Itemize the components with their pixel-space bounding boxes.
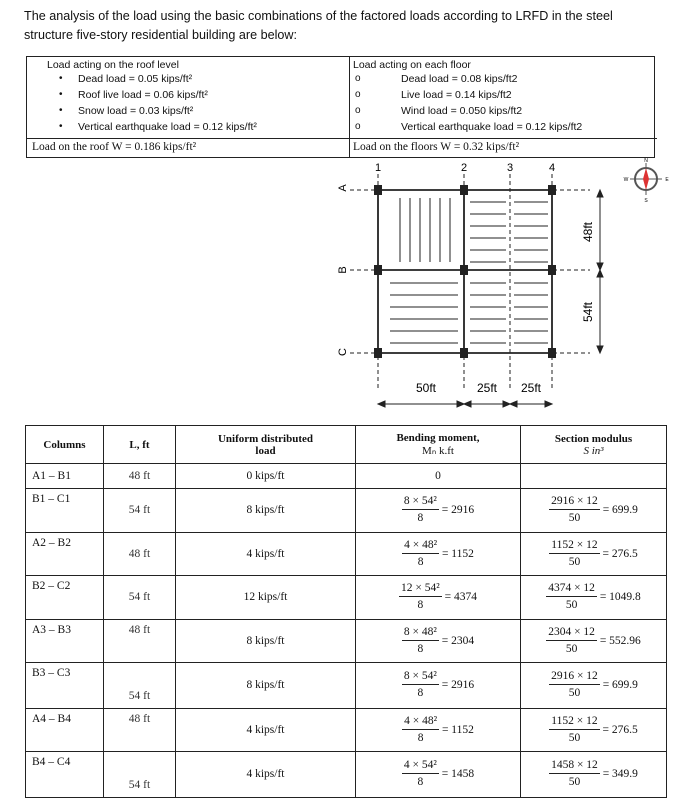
- row-columns: A3 – B3: [26, 619, 104, 663]
- header-moment-line1: Bending moment,: [396, 432, 480, 444]
- header-length: L, ft: [104, 426, 176, 464]
- moment-denominator: 8: [417, 731, 424, 744]
- floor-item-wind: Wind load = 0.050 kips/ft2: [401, 105, 523, 117]
- section-numerator: 2916 × 12: [549, 670, 600, 685]
- row-section: [521, 489, 667, 533]
- roof-bullet: •: [59, 89, 63, 100]
- row-section: [521, 619, 667, 663]
- row-columns: A1 – B1: [26, 464, 104, 489]
- header-load: [176, 426, 356, 464]
- row-length: 54 ft: [104, 489, 176, 533]
- compass-w: W: [623, 177, 629, 183]
- intro-paragraph: The analysis of the load using the basic combinations of the factored loads according to LRFD in the steel structure five-story residential building are below:: [24, 9, 613, 42]
- dim-label-48ft: 48ft: [581, 221, 595, 243]
- table-row: [26, 576, 667, 620]
- moment-denominator: 8: [417, 555, 424, 568]
- load-summary-table: [26, 56, 655, 158]
- row-length: 54 ft: [104, 576, 176, 620]
- floor-item-live: Live load = 0.14 kips/ft2: [401, 89, 512, 101]
- row-columns: B3 – C3: [26, 663, 104, 709]
- roof-bullet: •: [59, 121, 63, 132]
- floor-bullet: o: [355, 89, 361, 100]
- roof-item-snow: Snow load = 0.03 kips/ft²: [78, 105, 194, 117]
- section-result: = 699.9: [602, 679, 638, 692]
- header-section: [521, 426, 667, 464]
- row-load: 4 kips/ft: [176, 752, 356, 798]
- header-moment-line2: Mₙ k.ft: [422, 445, 454, 457]
- compass-icon: [622, 158, 670, 204]
- moment-numerator: 8 × 54²: [402, 495, 439, 510]
- table-row: [26, 752, 667, 798]
- row-load: 4 kips/ft: [176, 532, 356, 576]
- table-row: [26, 532, 667, 576]
- row-section: [521, 752, 667, 798]
- roof-load-cell: [27, 57, 350, 157]
- moment-denominator: 8: [417, 776, 424, 789]
- row-load: 4 kips/ft: [176, 708, 356, 752]
- grid-label-C: C: [337, 348, 349, 356]
- dim-label-25ft-b: 25ft: [520, 381, 542, 395]
- section-numerator: 2916 × 12: [549, 495, 600, 510]
- dimension-lines: [378, 190, 603, 407]
- floor-load-cell: [350, 57, 654, 157]
- section-result: = 552.96: [599, 634, 641, 647]
- beam-results-table: [25, 425, 667, 798]
- grid-label-4: 4: [548, 162, 556, 174]
- row-section: [521, 576, 667, 620]
- grid-label-A: A: [337, 184, 349, 192]
- row-columns: B2 – C2: [26, 576, 104, 620]
- row-columns: B4 – C4: [26, 752, 104, 798]
- section-denominator: 50: [568, 512, 581, 525]
- roof-item-earthquake: Vertical earthquake load = 0.12 kips/ft²: [78, 121, 257, 133]
- table-row: [26, 464, 667, 489]
- row-length: 54 ft: [104, 752, 176, 798]
- section-result: = 276.5: [602, 723, 638, 736]
- section-result: = 1049.8: [599, 591, 641, 604]
- floor-bullet: o: [355, 121, 361, 132]
- row-moment: [356, 708, 521, 752]
- row-load: 0 kips/ft: [176, 464, 356, 489]
- grid-label-2: 2: [460, 162, 468, 174]
- moment-result: = 1152: [441, 547, 474, 560]
- moment-numerator: 8 × 54²: [402, 670, 439, 685]
- row-section: [521, 532, 667, 576]
- row-length: 54 ft: [104, 663, 176, 709]
- row-moment: [356, 489, 521, 533]
- row-moment: [356, 619, 521, 663]
- table-row: [26, 619, 667, 663]
- table-row: [26, 663, 667, 709]
- floor-bullet: o: [355, 105, 361, 116]
- row-length: 48 ft: [104, 708, 176, 752]
- row-columns: A4 – B4: [26, 708, 104, 752]
- table-header-row: [26, 426, 667, 464]
- section-result: = 349.9: [602, 768, 638, 781]
- row-moment: [356, 663, 521, 709]
- moment-result: = 2304: [441, 634, 475, 647]
- moment-denominator: 8: [417, 642, 424, 655]
- moment-result: = 2916: [441, 504, 475, 517]
- floor-heading: Load acting on each floor: [353, 59, 471, 71]
- moment-denominator: 8: [417, 687, 424, 700]
- row-length: 48 ft: [104, 532, 176, 576]
- row-columns: A2 – B2: [26, 532, 104, 576]
- row-moment: [356, 752, 521, 798]
- header-columns: Columns: [26, 426, 104, 464]
- roof-bullet: •: [59, 73, 63, 84]
- floor-total: Load on the floors W = 0.32 kips/ft²: [350, 138, 657, 153]
- row-length: 48 ft: [104, 464, 176, 489]
- row-length: 48 ft: [104, 619, 176, 663]
- section-numerator: 1152 × 12: [549, 539, 599, 554]
- section-numerator: 4374 × 12: [546, 582, 597, 597]
- floor-plan-diagram: [330, 158, 620, 418]
- roof-item-live: Roof live load = 0.06 kips/ft²: [78, 89, 208, 101]
- row-load: 8 kips/ft: [176, 663, 356, 709]
- moment-result: = 2916: [441, 679, 475, 692]
- moment-result: = 1152: [441, 723, 474, 736]
- dim-label-25ft-a: 25ft: [476, 381, 498, 395]
- section-numerator: 1458 × 12: [549, 759, 600, 774]
- header-load-line1: Uniform distributed: [217, 432, 314, 445]
- floor-item-dead: Dead load = 0.08 kips/ft2: [401, 73, 518, 85]
- table-row: [26, 708, 667, 752]
- row-load: 8 kips/ft: [176, 619, 356, 663]
- row-section: [521, 663, 667, 709]
- moment-denominator: 8: [417, 512, 424, 525]
- row-columns: B1 – C1: [26, 489, 104, 533]
- moment-denominator: 8: [417, 599, 424, 612]
- section-denominator: 50: [568, 776, 581, 789]
- moment-numerator: 4 × 54²: [402, 759, 439, 774]
- dim-label-50ft: 50ft: [415, 381, 437, 395]
- section-denominator: 50: [565, 599, 578, 612]
- roof-bullet: •: [59, 105, 63, 116]
- roof-total: Load on the roof W = 0.186 kips/ft²: [27, 138, 354, 153]
- header-section-line1: Section modulus: [554, 432, 633, 445]
- header-section-line2: S in³: [583, 444, 604, 457]
- compass-n: N: [644, 158, 648, 164]
- row-moment: [356, 532, 521, 576]
- row-section: [521, 708, 667, 752]
- floor-bullet: o: [355, 73, 361, 84]
- roof-heading: Load acting on the roof level: [47, 59, 179, 71]
- roof-item-dead: Dead load = 0.05 kips/ft²: [78, 73, 193, 85]
- dim-label-54ft: 54ft: [581, 301, 595, 323]
- compass-e: E: [665, 177, 669, 183]
- section-denominator: 50: [565, 642, 578, 655]
- section-result: = 276.5: [602, 547, 638, 560]
- row-load: 8 kips/ft: [176, 489, 356, 533]
- table-row: [26, 489, 667, 533]
- grid-label-B: B: [337, 266, 349, 274]
- row-section: [521, 464, 667, 489]
- section-result: = 699.9: [602, 504, 638, 517]
- header-moment: [356, 426, 521, 464]
- row-moment: 0: [356, 464, 521, 489]
- section-denominator: 50: [568, 555, 581, 568]
- section-denominator: 50: [568, 731, 581, 744]
- columns: [374, 185, 556, 358]
- section-denominator: 50: [568, 687, 581, 700]
- section-numerator: 1152 × 12: [549, 715, 599, 730]
- compass-s: S: [644, 198, 648, 204]
- moment-result: = 1458: [441, 768, 475, 781]
- row-moment: [356, 576, 521, 620]
- section-numerator: 2304 × 12: [546, 626, 597, 641]
- moment-result: = 4374: [444, 591, 477, 604]
- moment-numerator: 8 × 48²: [402, 626, 439, 641]
- moment-numerator: 4 × 48²: [402, 539, 439, 554]
- moment-numerator: 12 × 54²: [399, 582, 442, 597]
- row-load: 12 kips/ft: [176, 576, 356, 620]
- grid-label-1: 1: [374, 162, 382, 174]
- floor-item-earthquake: Vertical earthquake load = 0.12 kips/ft2: [401, 121, 583, 133]
- moment-numerator: 4 × 48²: [402, 715, 439, 730]
- header-load-line2: load: [255, 444, 276, 457]
- grid-label-3: 3: [506, 162, 514, 174]
